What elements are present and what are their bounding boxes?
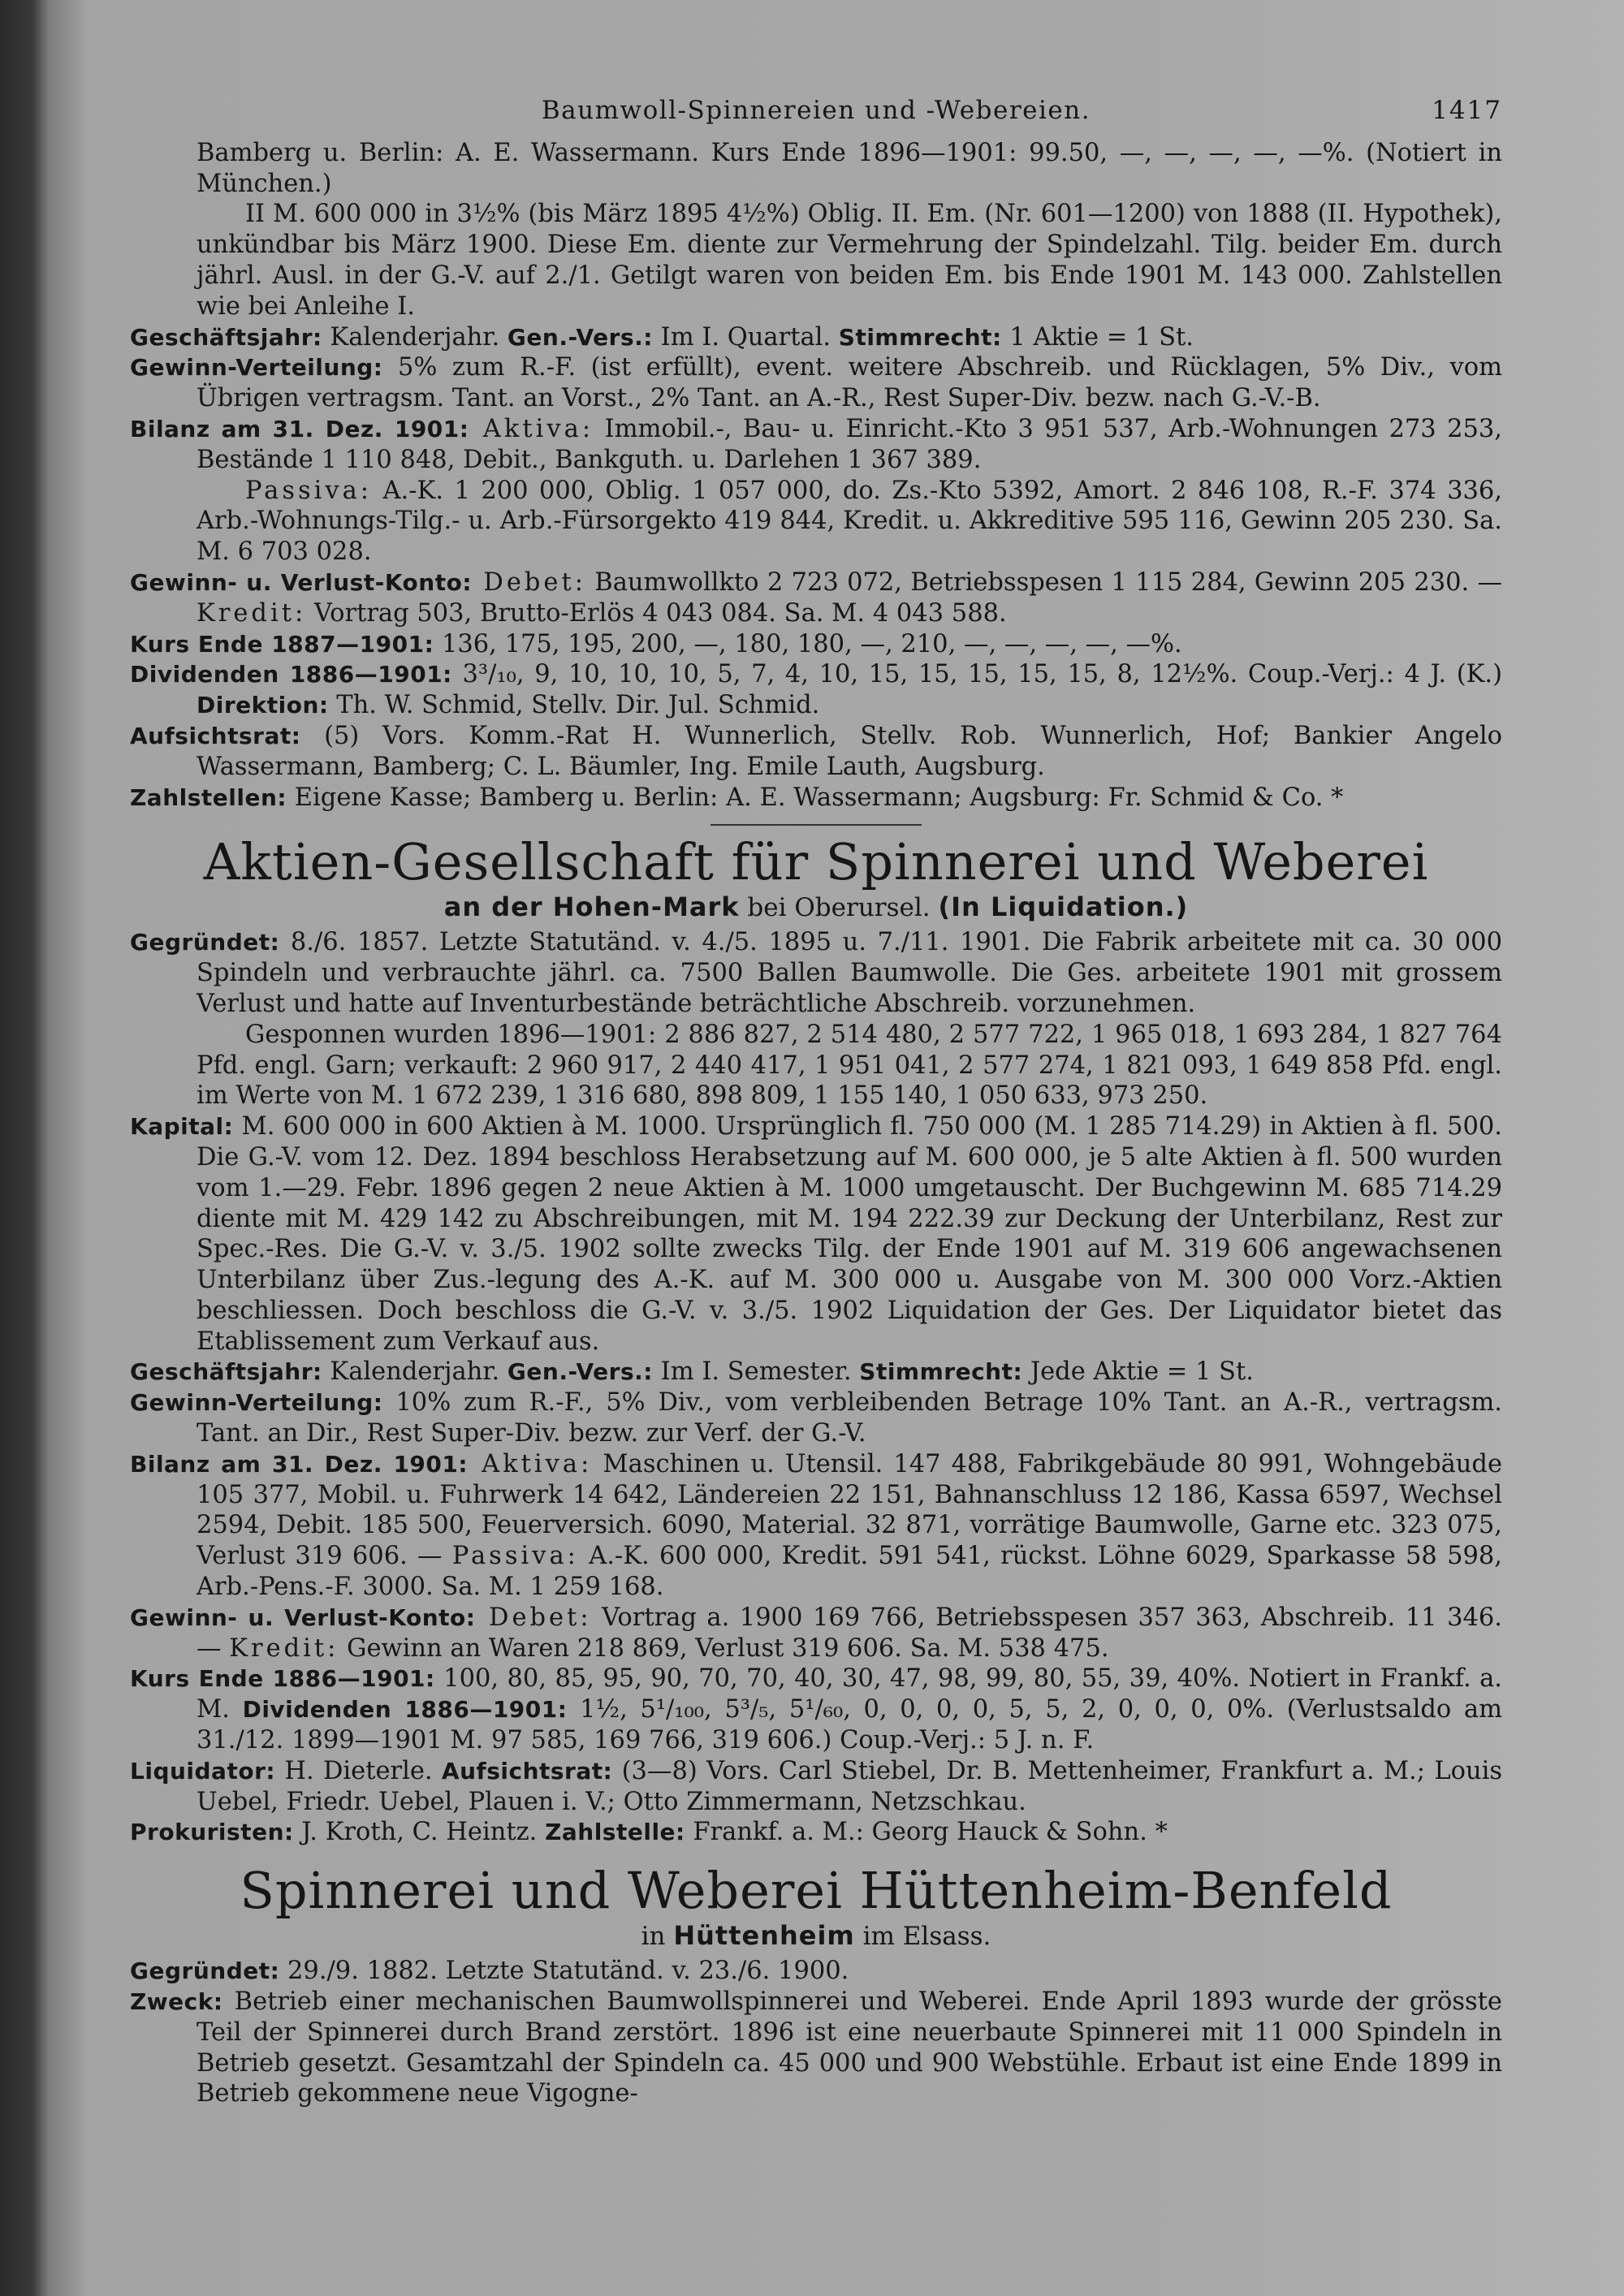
label: Kurs Ende 1886—1901:: [130, 1665, 435, 1693]
text: Vortrag 503, Brutto-Erlös 4 043 084. Sa. M. 4 043 588.: [306, 598, 1007, 628]
firm1-gegruendet: [130, 927, 1502, 1019]
prev-paragraph-1: Bamberg u. Berlin: A. E. Wassermann. Kurs Ende 1896—1901: 99.50, —, —, —, —, —%. (Notiert in München.): [197, 138, 1502, 198]
text: 136, 175, 195, 200, —, 180, 180, —, 210, —, —, —, —, —%.: [434, 629, 1182, 658]
text: 10% zum R.-F., 5% Div., vom verbleibenden Betrage 10% Tant. an A.-R., vertragsm. Tant. an Dir., Rest Super-Div. bezw. zur Verf. der G.-V.: [197, 1388, 1502, 1448]
label: Aufsichtsrat:: [130, 722, 301, 749]
text: 3³/₁₀, 9, 10, 10, 10, 5, 7, 4, 10, 15, 15, 15, 15, 15, 8, 12½%. Coup.-Verj.: 4 J. (K.): [451, 660, 1502, 689]
text: A.-K. 600 000, Kredit. 591 541, rückst. Löhne 6029, Sparkasse 58 598, Arb.-Pens.-F. 3000. Sa. M. 1 259 168.: [197, 1542, 1502, 1602]
text: 5% zum R.-F. (ist erfüllt), event. weitere Abschreib. und Rücklagen, 5% Div., vom Übrigen vertragsm. Tant. an Vorst., 2% Tant. an A.-R., Rest Super-Div. bezw. nach G.-V.-B.: [197, 353, 1502, 413]
liquidation-note: (In Liquidation.): [938, 891, 1189, 923]
page-number: 1417: [1432, 96, 1502, 125]
text: 8./6. 1857. Letzte Statutänd. v. 4./5. 1895 u. 7./11. 1901. Die Fabrik arbeitete mit ca. 30 000 Spindeln und verbrauchte jährl. ca. 7500 Ballen Baumwolle. Die Ges. arbeitete 1901 mit grossem Verlust und hatte auf Inventurbestände beträchtliche Abschreib. vorzunehmen.: [197, 928, 1502, 1018]
label: Aufsichtsrat:: [441, 1757, 613, 1785]
label: Zweck:: [130, 1988, 223, 2016]
label: Stimmrecht:: [838, 323, 1002, 351]
label: Stimmrecht:: [859, 1358, 1023, 1386]
prev-gewinn-verteilung: [130, 352, 1502, 414]
text: Gewinn an Waren 218 869, Verlust 319 606. Sa. M. 538 475.: [339, 1634, 1109, 1663]
label: Gen.-Vers.:: [507, 1358, 653, 1386]
text: M. 600 000 in 600 Aktien à M. 1000. Ursprünglich fl. 750 000 (M. 1 285 714.29) in Aktien à fl. 500. Die G.-V. vom 12. Dez. 1894 beschloss Herabsetzung auf M. 600 000, je 5 alte Aktien à fl. 500 wurden vom 1.—29. Febr. 1896 gegen 2 neue Aktien à M. 1000 umgetauscht. Der Buchgewinn M. 685 714.29 diente mit M. 429 142 zu Abschreibungen, mit M. 194 222.39 zur Deckung der Unterbilanz, Rest zur Spec.-Res. Die G.-V. v. 3./5. 1902 sollte zwecks Tilg. der Ende 1901 auf M. 319 606 angewachsenen Unterbilanz über Zus.-legung des A.-K. auf M. 300 000 u. Ausgabe von M. 300 000 Vorz.-Aktien beschliessen. Doch beschloss die G.-V. v. 3./5. 1902 Liquidation der Ges. Der Liquidator bietet das Etablissement zum Verkauf aus.: [197, 1112, 1502, 1356]
label: Dividenden 1886—1901:: [130, 661, 452, 688]
firm1-bilanz: [130, 1449, 1502, 1603]
kredit-label: Kredit:: [197, 598, 307, 628]
firm1-kurs: [130, 1664, 1502, 1755]
debet-label: Debet:: [472, 568, 586, 597]
label: Kapital:: [130, 1113, 234, 1141]
prev-paragraph-2: II M. 600 000 in 3½% (bis März 1895 4½%) Oblig. II. Em. (Nr. 601—1200) von 1888 (II. Hypothek), unkündbar bis März 1900. Diese Em. diente zur Vermehrung der Spindelzahl. Tilg. beider Em. durch jährl. Ausl. in der G.-V. auf 2./1. Getilgt waren von beiden Em. bis Ende 1901 M. 143 000. Zahlstellen wie bei Anleihe I.: [197, 200, 1502, 321]
text: A.-K. 1 200 000, Oblig. 1 057 000, do. Zs.-Kto 5392, Amort. 2 846 108, R.-F. 374 336, Arb.-Wohnungs-Tilg.- u. Arb.-Fürsorgekto 419 844, Kredit. u. Akkreditive 595 116, Gewinn 205 230. Sa. M. 6 703 028.: [197, 476, 1502, 567]
aktiva-label: Aktiva:: [468, 1449, 593, 1478]
label: Bilanz am 31. Dez. 1901:: [130, 1450, 469, 1478]
prev-geschaeftsjahr: [130, 322, 1502, 353]
prev-zahlstellen: [130, 783, 1502, 814]
text: 29./9. 1882. Letzte Statutänd. v. 23./6. 1900.: [279, 1957, 849, 1986]
passiva-label: Passiva:: [245, 476, 373, 505]
text: 1½, 5¹/₁₀₀, 5³/₅, 5¹/₆₀, 0, 0, 0, 0, 5, 5, 2, 0, 0, 0, 0%. (Verlustsaldo am 31./12. 1899—1901 M. 97 585, 169 766, 319 606.) Coup.-Verj.: 5 J. n. F.: [197, 1695, 1503, 1755]
label: Prokuristen:: [130, 1819, 294, 1846]
text: 100, 80, 85, 95, 90, 70, 70, 40, 30, 47, 98, 99, 80, 55, 39, 40%. Notiert in Frankf. a. M.: [197, 1664, 1502, 1724]
text: Immobil.-, Bau- u. Einricht.-Kto 3 951 537, Arb.-Wohnungen 273 253, Bestände 1 110 848, Debit., Bankguth. u. Darlehen 1 367 389.: [197, 414, 1502, 474]
label: Kurs Ende 1887—1901:: [130, 630, 434, 658]
firm-title: Spinnerei und Weberei Hüttenheim-Benfeld: [240, 1861, 1393, 1921]
text: Th. W. Schmid, Stellv. Dir. Jul. Schmid.: [328, 691, 820, 720]
text: Frankf. a. M.: Georg Hauck & Sohn. *: [685, 1818, 1168, 1847]
debet-label: Debet:: [475, 1603, 592, 1632]
text: Jede Aktie = 1 St.: [1022, 1357, 1254, 1387]
label: Gewinn- u. Verlust-Konto:: [130, 1603, 476, 1631]
text: (5) Vors. Komm.-Rat H. Wunnerlich, Stellv. Rob. Wunnerlich, Hof; Bankier Angelo Wassermann, Bamberg; C. L. Bäumler, Ing. Emile Lauth, Augsburg.: [197, 721, 1502, 781]
firm1-prokuristen: [130, 1817, 1502, 1848]
prev-bilanz-aktiva: [130, 414, 1502, 476]
label: Gegründet:: [130, 929, 280, 956]
prev-dividenden: [130, 659, 1502, 721]
text: 1 Aktie = 1 St.: [1001, 322, 1194, 352]
label: Zahlstelle:: [545, 1819, 685, 1846]
firm1-gewinn-verteilung: [130, 1388, 1502, 1449]
firm-subtitle: [130, 1919, 1502, 1953]
page-column: [130, 96, 1502, 2109]
firm1-kapital: [130, 1111, 1502, 1357]
firm1-gewinn-verlust: [130, 1603, 1502, 1664]
text: (3—8) Vors. Carl Stiebel, Dr. B. Mettenheimer, Frankfurt a. M.; Louis Uebel, Friedr. Uebel, Plauen i. V.; Otto Zimmermann, Netzschkau.: [197, 1756, 1502, 1816]
running-header-title: Baumwoll-Spinnereien und -Webereien.: [541, 96, 1091, 125]
firm-location: an der Hohen-Mark: [443, 891, 740, 923]
text: H. Dieterle.: [275, 1756, 442, 1785]
firm-title: Aktien-Gesellschaft für Spinnerei und Weberei: [203, 832, 1429, 892]
label: Zahlstellen:: [130, 783, 287, 811]
prev-kurs: [130, 629, 1502, 660]
label: Bilanz am 31. Dez. 1901:: [130, 415, 469, 442]
text: Im I. Semester.: [652, 1357, 860, 1387]
text: im Elsass.: [854, 1922, 991, 1952]
label: Gegründet:: [130, 1957, 280, 1985]
aktiva-label: Aktiva:: [469, 414, 594, 443]
text: Eigene Kasse; Bamberg u. Berlin: A. E. Wassermann; Augsburg: Fr. Schmid & Co. *: [287, 783, 1344, 812]
label: Geschäftsjahr:: [130, 1358, 322, 1386]
text: Kalenderjahr.: [322, 1357, 508, 1387]
label: Geschäftsjahr:: [130, 323, 322, 351]
firm-subtitle: [130, 891, 1502, 924]
text: J. Kroth, C. Heintz.: [293, 1818, 546, 1847]
label: Gewinn-Verteilung:: [130, 354, 383, 382]
text: Baumwollkto 2 723 072, Betriebsspesen 1 115 284, Gewinn 205 230. —: [585, 568, 1503, 597]
text: Vortrag a. 1900 169 766, Betriebsspesen 357 363, Abschreib. 11 346. —: [197, 1603, 1502, 1663]
running-header: [130, 96, 1502, 127]
text: Betrieb einer mechanischen Baumwollspinnerei und Weberei. Ende April 1893 wurde der grösste Teil der Spinnerei durch Brand zerstört. 1896 ist eine neuerbaute Spinnerei mit 11 000 Spindeln in Betrieb gesetzt. Gesamtzahl der Spindeln ca. 45 000 und 900 Webstühle. Erbaut ist eine Ende 1899 in Betrieb gekommene neue Vigogne-: [197, 1987, 1502, 2108]
firm-location: Hüttenheim: [673, 1920, 855, 1952]
kredit-label: Kredit:: [229, 1634, 339, 1663]
label: Gen.-Vers.:: [507, 323, 653, 351]
text: Maschinen u. Utensil. 147 488, Fabrikgebäude 80 991, Wohngebäude 105 377, Mobil. u. Fuhrwerk 14 642, Ländereien 22 151, Bahnanschluss 12 186, Kassa 6597, Wechsel 2594, Debit. 185 500, Feuerversich. 6090, Material. 32 871, vorrätige Baumwolle, Garne etc. 323 075, Verlust 319 606. —: [197, 1449, 1503, 1571]
firm1-liquidator: [130, 1756, 1502, 1818]
prev-gewinn-verlust: [130, 568, 1502, 629]
text: in: [641, 1922, 674, 1952]
firm2-zweck: [130, 1987, 1502, 2109]
text: bei Oberursel.: [739, 893, 939, 923]
label: Gewinn- u. Verlust-Konto:: [130, 568, 473, 596]
label: Direktion:: [197, 692, 329, 719]
section-divider: [710, 824, 922, 826]
firm1-gesponnen: Gesponnen wurden 1896—1901: 2 886 827, 2 514 480, 2 577 722, 1 965 018, 1 693 284, 1 827 764 Pfd. engl. Garn; verkauft: 2 960 917, 2 440 417, 1 951 041, 2 577 274, 1 821 093, 1 649 858 Pfd. engl. im Werte von M. 1 672 239, 1 316 680, 898 809, 1 155 140, 1 050 633, 973 250.: [197, 1020, 1502, 1111]
label: Dividenden 1886—1901:: [242, 1696, 568, 1724]
text: Kalenderjahr.: [322, 322, 508, 352]
firm1-geschaeftsjahr: [130, 1357, 1502, 1388]
prev-bilanz-passiva: [130, 476, 1502, 568]
passiva-label: Passiva:: [451, 1542, 579, 1571]
firm2-gegruendet: [130, 1956, 1502, 1987]
label: Gewinn-Verteilung:: [130, 1389, 383, 1417]
prev-aufsichtsrat: [130, 721, 1502, 783]
text: Im I. Quartal.: [652, 322, 839, 352]
label: Liquidator:: [130, 1757, 276, 1785]
